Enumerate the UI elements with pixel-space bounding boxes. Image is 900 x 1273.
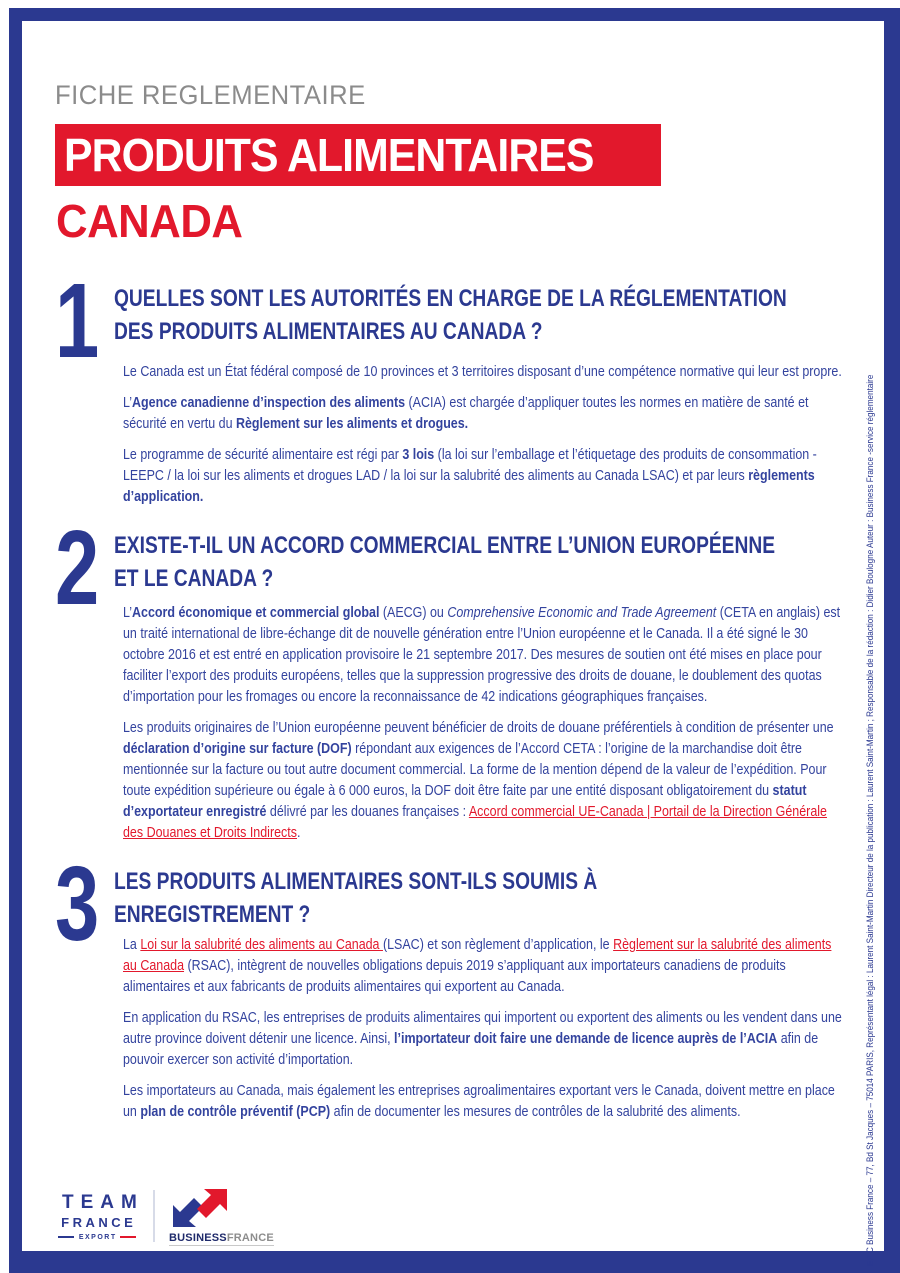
country-title: CANADA bbox=[56, 195, 243, 247]
text-run: plan de contrôle préventif (PCP) bbox=[140, 1104, 331, 1120]
team-france-word-export: EXPORT bbox=[78, 1233, 117, 1241]
section-2-heading bbox=[114, 527, 775, 595]
team-france-word-france: FRANCE bbox=[61, 1214, 137, 1230]
text-run: Le programme de sécurité alimentaire est régi par bbox=[123, 447, 403, 463]
text-run: Règlement sur les aliments et drogues. bbox=[235, 416, 469, 432]
paragraph bbox=[123, 362, 845, 383]
section-3 bbox=[55, 845, 847, 1133]
text-run: L’ bbox=[123, 395, 133, 411]
text-run: En application du RSAC, les entreprises de produits alimentaires qui importent ou exportent des aliments ou les vendent dans une autre province doivent détenir une licence. Ainsi, bbox=[123, 1010, 842, 1047]
business-france-logo bbox=[169, 1186, 274, 1246]
text-run: (RSAC), intègrent de nouvelles obligations depuis 2019 s’appliquant aux importateurs canadiens de produits alimentaires et aux fabricants de produits alimentaires qui exportent au Canada. bbox=[123, 958, 786, 995]
text-run: délivré par les douanes françaises : bbox=[266, 804, 469, 820]
section-2-body bbox=[123, 603, 847, 844]
text-run: (la loi sur l’emballage et l’étiquetage des produits de consommation - LEEPC / la loi sur les aliments et drogues LAD / la loi sur la salubrité des aliments au Canada LSAC) et par leurs bbox=[123, 447, 817, 484]
document-type-label: FICHE REGLEMENTAIRE bbox=[55, 80, 366, 110]
paragraph bbox=[123, 603, 845, 708]
paragraph bbox=[123, 1008, 845, 1071]
inline-link[interactable]: Règlement sur la salubrité des aliments au Canada bbox=[123, 937, 832, 974]
paragraph bbox=[123, 1081, 845, 1123]
logo-divider bbox=[153, 1190, 155, 1242]
decorative-line-blue bbox=[58, 1236, 74, 1238]
decorative-line-red bbox=[120, 1236, 136, 1238]
team-france-word-team: TEAM bbox=[62, 1191, 144, 1213]
section-1 bbox=[55, 262, 847, 518]
text-run: afin de documenter les mesures de contrôles de la salubrité des aliments. bbox=[330, 1104, 741, 1120]
text-run: Les produits originaires de l’Union européenne peuvent bénéficier de droits de douane préférentiels à condition de présenter une bbox=[123, 720, 834, 736]
text-run: (ACIA) est chargée d’appliquer toutes les normes en matière de santé et sécurité en vertu du bbox=[123, 395, 809, 432]
text-run: 3 lois bbox=[402, 447, 435, 463]
paragraph bbox=[123, 718, 845, 844]
text-run: L’ bbox=[123, 605, 133, 621]
section-2 bbox=[55, 509, 847, 854]
text-run: Le Canada est un État fédéral composé de 10 provinces et 3 territoires disposant d’une compétence normative qui leur est propre. bbox=[123, 364, 842, 380]
business-france-word-france: FRANCE bbox=[226, 1232, 274, 1244]
section-1-number: 1 bbox=[55, 262, 100, 380]
title-banner bbox=[55, 124, 661, 186]
text-run: (LSAC) et son règlement d’application, le bbox=[382, 937, 614, 953]
text-run: Les importateurs au Canada, mais également les entreprises agroalimentaires exportant vers le Canada, doivent mettre en place un bbox=[123, 1083, 835, 1120]
text-run: l’importateur doit faire une demande de licence auprès de l’ACIA bbox=[394, 1031, 778, 1047]
page-title: PRODUITS ALIMENTAIRES bbox=[64, 129, 594, 181]
paragraph bbox=[123, 393, 845, 435]
heading-line: ENREGISTREMENT ? bbox=[113, 901, 311, 928]
section-1-body bbox=[123, 362, 847, 508]
team-france-export-logo bbox=[55, 1191, 144, 1241]
footer-logos bbox=[55, 1186, 274, 1246]
section-2-number: 2 bbox=[55, 509, 100, 627]
heading-line: EXISTE-T-IL UN ACCORD COMMERCIAL ENTRE L’UNION EUROPÉENNE bbox=[113, 532, 775, 559]
text-run: règlements d’application. bbox=[123, 468, 815, 505]
business-france-arrows-icon bbox=[169, 1186, 231, 1230]
heading-line: LES PRODUITS ALIMENTAIRES SONT-ILS SOUMIS À bbox=[113, 868, 598, 895]
section-1-heading bbox=[114, 280, 787, 348]
text-run: La bbox=[123, 937, 141, 953]
text-run: afin de pouvoir exercer son activité d’importation. bbox=[123, 1031, 819, 1068]
section-3-body bbox=[123, 935, 847, 1123]
heading-line: DES PRODUITS ALIMENTAIRES AU CANADA ? bbox=[113, 318, 543, 345]
text-run: . bbox=[296, 825, 301, 841]
text-run: statut d’exportateur enregistré bbox=[123, 783, 807, 820]
text-run: déclaration d’origine sur facture (DOF) bbox=[123, 741, 352, 757]
section-3-heading bbox=[114, 863, 597, 931]
inline-link[interactable]: Loi sur la salubrité des aliments au Canada bbox=[140, 937, 383, 953]
text-run: Accord économique et commercial global bbox=[132, 605, 380, 621]
paragraph bbox=[123, 935, 845, 998]
text-run: Agence canadienne d’inspection des aliments bbox=[132, 395, 406, 411]
heading-line: QUELLES SONT LES AUTORITÉS EN CHARGE DE LA RÉGLEMENTATION bbox=[113, 285, 787, 312]
text-run: (AECG) ou bbox=[379, 605, 448, 621]
credits-vertical-text: EPIC Business France – 77, Bd St Jacques – 75014 PARIS, Représentant légal : Laurent Saint-Martin Directeur de la publication : Laurent Saint-Martin ; Responsable de la rédaction : Didier Boulogne Auteur : Business France -service réglementaire bbox=[865, 374, 875, 1266]
section-3-number: 3 bbox=[55, 845, 100, 963]
business-france-wordmark bbox=[169, 1232, 274, 1246]
text-run: Comprehensive Economic and Trade Agreement bbox=[447, 605, 717, 621]
inline-link[interactable]: Accord commercial UE-Canada | Portail de la Direction Générale des Douanes et Droits Indirects bbox=[123, 804, 827, 841]
business-france-word-business: BUSINESS bbox=[169, 1232, 227, 1244]
team-france-export-row bbox=[55, 1234, 139, 1241]
heading-line: ET LE CANADA ? bbox=[113, 565, 274, 592]
paragraph bbox=[123, 445, 845, 508]
text-run: répondant aux exigences de l’Accord CETA : l’origine de la marchandise doit être mentionnée sur la facture ou tout autre document commercial. La forme de la mention dépend de la valeur de l’expédition. Pour toute expédition supérieure ou égale à 6 000 euros, la DOF doit être faite par une entité disposant obligatoirement du bbox=[123, 741, 827, 799]
text-run: (CETA en anglais) est un traité international de libre-échange dit de nouvelle génération entre l’Union européenne et le Canada. Il a été signé le 30 octobre 2016 et est entré en application provisoire le 21 septembre 2017. Des mesures de soutien ont été mises en place pour faciliter l’export des produits européens, telles que la suppression progressive des droits de douane, le doublement des quotas d’importation pour les fromages ou encore la reconnaissance de 42 indications géographiques françaises. bbox=[123, 605, 841, 705]
